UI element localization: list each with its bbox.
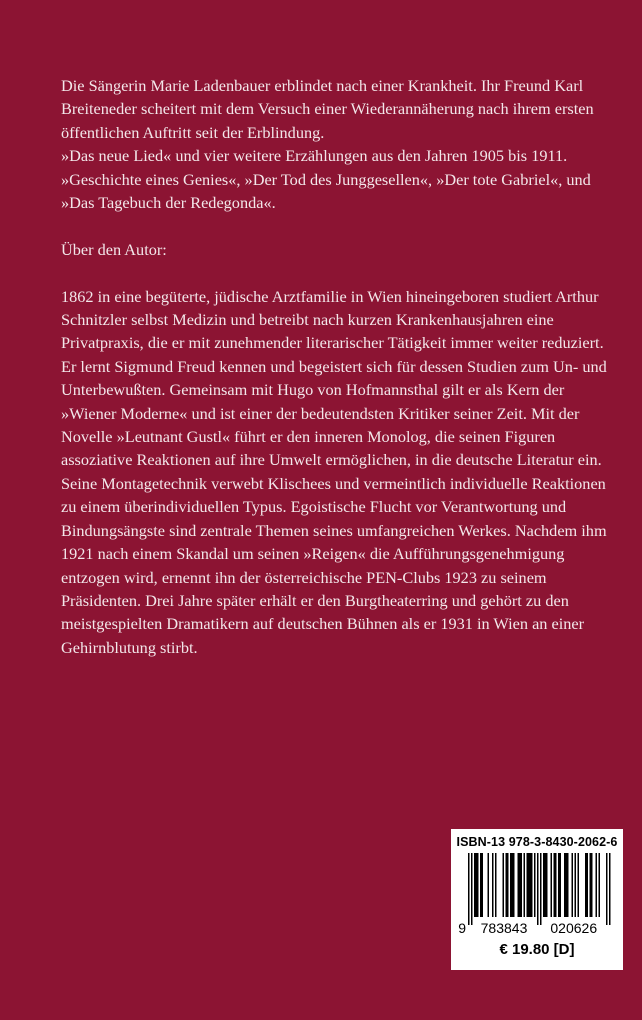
barcode-bar [519, 853, 521, 917]
barcode-bar [507, 853, 509, 917]
barcode-bar [513, 853, 515, 917]
barcode-bar [599, 853, 601, 917]
barcode-bar [521, 853, 523, 917]
barcode-bar [528, 853, 530, 917]
back-cover-text [61, 74, 621, 659]
barcode-bar [567, 853, 569, 917]
barcode-bar [474, 853, 476, 917]
barcode-bar [471, 853, 473, 925]
barcode [457, 853, 617, 939]
barcode-bar [482, 853, 484, 917]
barcode-digit-first: 9 [458, 920, 466, 936]
barcode-bar [510, 853, 512, 917]
author-heading: Über den Autor: [61, 239, 167, 259]
barcode-bar [545, 853, 547, 917]
barcode-bar [572, 853, 574, 917]
barcode-bar [546, 853, 548, 917]
barcode-bar [554, 853, 556, 917]
barcode-bar [543, 853, 545, 917]
barcode-bar [555, 853, 557, 917]
author-bio: 1862 in eine begüterte, jüdische Arztfamilie in Wien hineingeboren studiert Arthur Schnitzler selbst Medizin und betreibt nach kurzen Krankenhausjahren eine Privatpraxis, die er mit zunehmender literarischer Tätigkeit immer weiter reduziert. Er lernt Sigmund Freud kennen und begeistert sich für dessen Studien zum Un- und Unterbewußten. Gemeinsam mit Hugo von Hofmannsthal gilt er als Kern der »Wiener Moderne« und ist einer der bedeutendsten Kritiker seiner Zeit. Mit der Novelle »Leutnant Gustl« führt er den inneren Monolog, die seinen Figuren assoziative Reaktionen auf ihre Umwelt ermöglichen, in die deutsche Literatur ein. Seine Montagetechnik verwebt Klischees und vermeintlich individuelle Reaktionen zu einem überindividuellen Typus. Egoistische Flucht vor Verantwortung und Bindungsängste sind zentrale Themen seines umfangreichen Werkes. Nachdem ihm 1921 nach einem Skandal um seinen »Reigen« die Aufführungsgenehmigung entzogen wird, ernennt ihn der österreichische PEN-Clubs 1923 zu seinem Präsidenten. Drei Jahre später erhält er den Burgtheaterring und gehört zu den meistgespielten Dramatikern auf deutschen Bühnen als er 1931 in Wien an einer Gehirnblutung stirbt. [61, 286, 607, 657]
barcode-bar [527, 853, 529, 917]
blurb-paragraph-1: Die Sängerin Marie Ladenbauer erblindet nach einer Krankheit. Ihr Freund Karl Breiteneder scheitert mit dem Versuch einer Wiederannäherung nach ihrem ersten öffentlichen Auftritt seit der Erblindung. [61, 76, 594, 142]
barcode-bar [564, 853, 566, 917]
barcode-bar [585, 853, 587, 917]
barcode-bar [531, 853, 533, 917]
blurb-paragraph-2: »Das neue Lied« und vier weitere Erzählungen aus den Jahren 1905 bis 1911. »Geschichte eines Genies«, »Der Tod des Junggesellen«, »Der tote Gabriel«, und »Das Tagebuch der Redegonda«. [61, 146, 591, 213]
barcode-bar [540, 853, 542, 925]
barcode-bar [560, 853, 562, 917]
barcode-bar [537, 853, 539, 925]
barcode-bar [578, 853, 580, 917]
barcode-digits-right: 020626 [550, 920, 598, 936]
price-label: € 19.80 [D] [499, 941, 575, 958]
barcode-bar [477, 853, 479, 917]
barcode-bar [566, 853, 568, 917]
barcode-bar [609, 853, 611, 925]
barcode-bar [503, 853, 505, 917]
barcode-digits-left: 783843 [480, 920, 528, 936]
barcode-bar [524, 853, 526, 917]
barcode-bar [495, 853, 497, 917]
barcode-bar [591, 853, 593, 917]
barcode-bar [468, 853, 470, 925]
barcode-bar [590, 853, 592, 917]
barcode-bar [596, 853, 598, 917]
barcode-bar [488, 853, 490, 917]
barcode-bar [558, 853, 560, 917]
barcode-bar [506, 853, 508, 917]
barcode-bar [530, 853, 532, 917]
barcode-bar [492, 853, 494, 917]
barcode-bar [575, 853, 577, 917]
barcode-bar [534, 853, 536, 917]
barcode-bar [512, 853, 514, 917]
barcode-bar [518, 853, 520, 917]
barcode-bar [480, 853, 482, 917]
barcode-bar [476, 853, 478, 917]
isbn-label: ISBN-13 978-3-8430-2062-6 [456, 835, 618, 849]
barcode-bar [587, 853, 589, 917]
barcode-bar [551, 853, 553, 917]
barcode-bar [606, 853, 608, 925]
barcode-label [451, 829, 623, 970]
